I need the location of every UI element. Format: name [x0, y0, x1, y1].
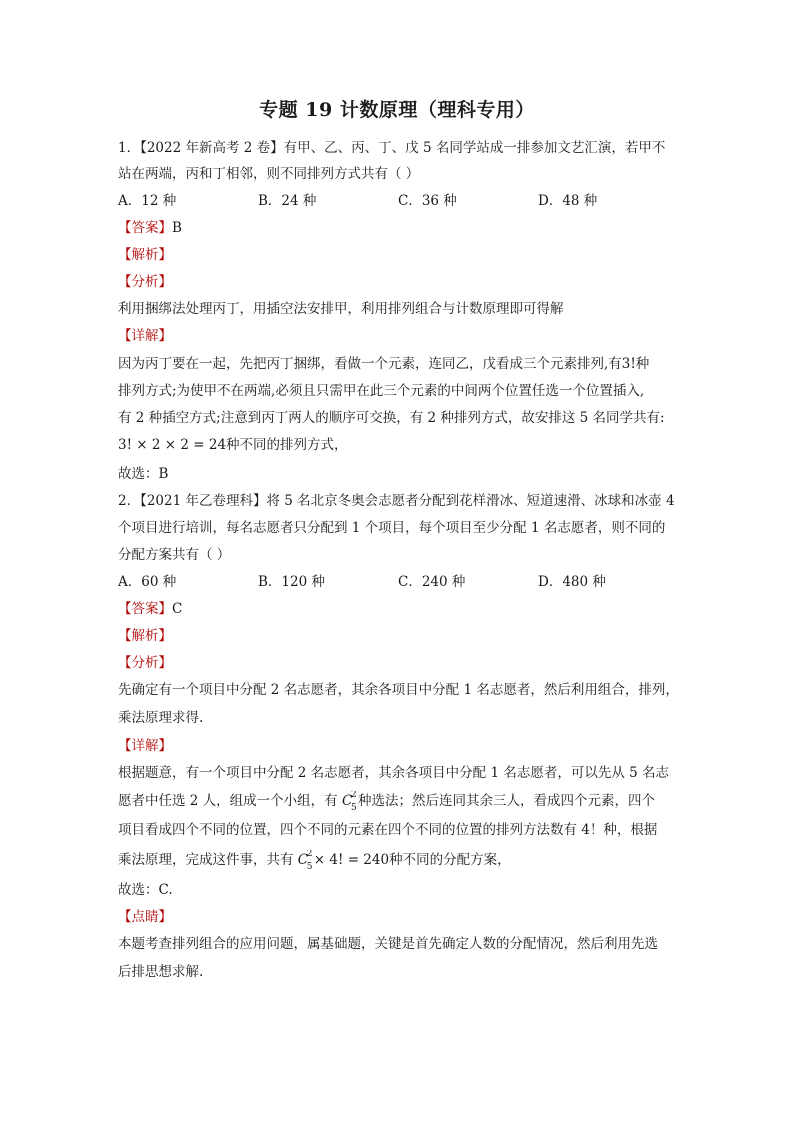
- q2-option-a: A．60 种: [118, 574, 177, 590]
- q2-answer-tag: 【答案】: [118, 601, 172, 617]
- combination-superscript: 2: [350, 791, 357, 800]
- q2-fenxi-tag: 【分析】: [118, 655, 172, 671]
- combination-letter: C: [297, 852, 309, 868]
- q1-stem-line-2: 站在两端，丙和丁相邻，则不同排列方式共有（ ）: [118, 166, 420, 182]
- q2-fenxi-line-2: 乘法原理求得.: [118, 710, 204, 726]
- q2-dianjing-line-2: 后排思想求解.: [118, 964, 204, 980]
- q2-stem-line-3: 分配方案共有（ ）: [118, 547, 231, 563]
- q2-conclusion: 故选：C.: [118, 882, 173, 898]
- q1-detail-line-1: 因为丙丁要在一起，先把丙丁捆绑，看做一个元素，连同乙，戊看成三个元素排列,有3!种: [118, 356, 650, 372]
- q2-option-b: B．120 种: [258, 574, 325, 590]
- q1-fenxi-text: 利用捆绑法处理丙丁，用插空法安排甲，利用排列组合与计数原理即可得解: [118, 301, 564, 317]
- q2-stem-line-2: 个项目进行培训，每名志愿者只分配到 1 个项目，每个项目至少分配 1 名志愿者，则不同的: [118, 520, 666, 536]
- combination-letter: C: [341, 793, 353, 809]
- q2-dianjing-tag: 【点睛】: [118, 909, 172, 925]
- q1-conclusion: 故选：B: [118, 466, 169, 482]
- q2-detail-line-2-a: 愿者中任选 2 人，组成一个小组，有: [118, 793, 342, 809]
- page-title: 专题 19 计数原理（理科专用）: [259, 99, 535, 121]
- q1-stem-line-1: 1．【2022 年新高考 2 卷】有甲、乙、丙、丁、戊 5 名同学站成一排参加文艺汇演，若甲不: [118, 140, 666, 156]
- q2-detail-line-1: 根据题意，有一个项目中分配 2 名志愿者，其余各项目中分配 1 名志愿者，可以先从 5 名志: [118, 765, 670, 781]
- q1-answer: [118, 218, 684, 238]
- q2-stem-line-1: 2．【2021 年乙卷理科】将 5 名北京冬奥会志愿者分配到花样滑冰、短道速滑、冰球和冰壶 4: [118, 493, 675, 509]
- q2-detail-line-3: 项目看成四个不同的位置，四个不同的元素在四个不同的位置的排列方法数有 4！种，根据: [118, 822, 658, 838]
- q2-detail-line-4-b: × 4! = 240种不同的分配方案，: [313, 852, 511, 868]
- q2-answer-value: C: [172, 601, 183, 617]
- q2-detail-line-4-a: 乘法原理，完成这件事，共有: [118, 852, 298, 868]
- q1-detail-line-4: 3! × 2 × 2 = 24种不同的排列方式，: [118, 437, 348, 453]
- q2-options: [118, 572, 684, 592]
- q2-detail-line-4: [118, 850, 684, 870]
- q2-jiexi-tag: 【解析】: [118, 628, 172, 644]
- q1-option-a: A．12 种: [118, 193, 177, 209]
- combination-symbol: [298, 850, 314, 870]
- q1-option-b: B．24 种: [258, 193, 317, 209]
- combination-superscript: 2: [306, 850, 313, 859]
- q1-answer-value: B: [172, 220, 182, 236]
- q1-detail-line-2: 排列方式;为使甲不在两端,必须且只需甲在此三个元素的中间两个位置任选一个位置插入,: [118, 383, 645, 399]
- q2-detail-line-2-b: 种选法；然后连同其余三人，看成四个元素，四个: [357, 793, 655, 809]
- q2-option-c: C．240 种: [398, 574, 466, 590]
- q2-fenxi-line-1: 先确定有一个项目中分配 2 名志愿者，其余各项目中分配 1 名志愿者，然后利用组合，排列，: [118, 682, 679, 698]
- combination-subscript: 5: [306, 862, 313, 870]
- q1-answer-tag: 【答案】: [118, 220, 172, 236]
- combination-symbol: [342, 791, 358, 811]
- q2-option-d: D．480 种: [538, 574, 606, 590]
- q2-dianjing-line-1: 本题考查排列组合的应用问题，属基础题，关键是首先确定人数的分配情况，然后利用先选: [118, 936, 658, 952]
- q1-option-d: D．48 种: [538, 193, 598, 209]
- q2-xiangjie-tag: 【详解】: [118, 738, 172, 754]
- q1-options: [118, 191, 684, 211]
- q1-jiexi-tag: 【解析】: [118, 247, 172, 263]
- q2-answer: [118, 599, 684, 619]
- q2-detail-line-2: [118, 791, 684, 811]
- q1-detail-line-3: 有 2 种插空方式;注意到丙丁两人的顺序可交换，有 2 种排列方式，故安排这 5 名同学共有:: [118, 410, 665, 426]
- q1-option-c: C．36 种: [398, 193, 457, 209]
- q1-fenxi-tag: 【分析】: [118, 274, 172, 290]
- q1-xiangjie-tag: 【详解】: [118, 328, 172, 344]
- combination-subscript: 5: [350, 803, 357, 811]
